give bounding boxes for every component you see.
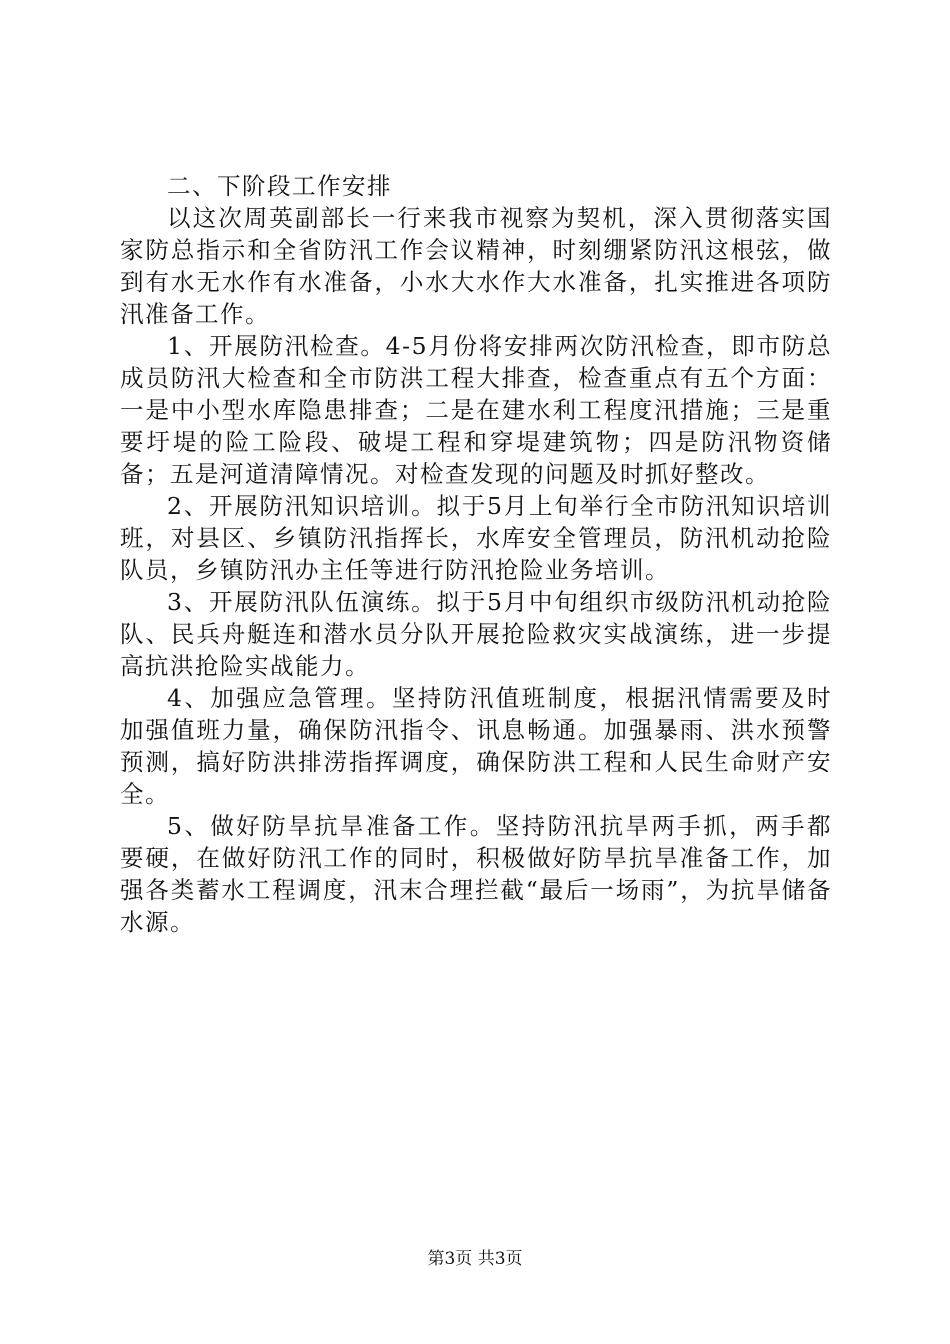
- paragraph-intro: 以这次周英副部长一行来我市视察为契机，深入贯彻落实国家防总指示和全省防汛工作会议精神，时刻绷紧防汛这根弦，做到有水无水作有水准备，小水大水作大水准备，扎实推进各项防汛准备工作。: [120, 204, 832, 328]
- document-body: [120, 170, 832, 938]
- paragraph-item-5: 5、做好防旱抗旱准备工作。坚持防汛抗旱两手抓，两手都要硬，在做好防汛工作的同时，积极做好防旱抗旱准备工作，加强各类蓄水工程调度，汛末合理拦截“最后一场雨”，为抗旱储备水源。: [120, 812, 832, 936]
- section-heading: 二、下阶段工作安排: [167, 172, 392, 200]
- page-number-footer: 第3页 共3页: [427, 1249, 523, 1269]
- paragraph-item-1: 1、开展防汛检查。4-5月份将安排两次防汛检查，即市防总成员防汛大检查和全市防洪工程大排查，检查重点有五个方面：一是中小型水库隐患排查；二是在建水利工程度汛措施；三是重要圩堤的险工险段、破堤工程和穿堤建筑物；四是防汛物资储备；五是河道清障情况。对检查发现的问题及时抓好整改。: [120, 332, 832, 488]
- paragraph-item-3: 3、开展防汛队伍演练。拟于5月中旬组织市级防汛机动抢险队、民兵舟艇连和潜水员分队开展抢险救灾实战演练，进一步提高抗洪抢险实战能力。: [120, 588, 832, 680]
- paragraph-item-4: 4、加强应急管理。坚持防汛值班制度，根据汛情需要及时加强值班力量，确保防汛指令、讯息畅通。加强暴雨、洪水预警预测，搞好防洪排涝指挥调度，确保防洪工程和人民生命财产安全。: [120, 684, 832, 808]
- paragraph-item-2: 2、开展防汛知识培训。拟于5月上旬举行全市防汛知识培训班，对县区、乡镇防汛指挥长，水库安全管理员，防汛机动抢险队员，乡镇防汛办主任等进行防汛抢险业务培训。: [120, 492, 832, 584]
